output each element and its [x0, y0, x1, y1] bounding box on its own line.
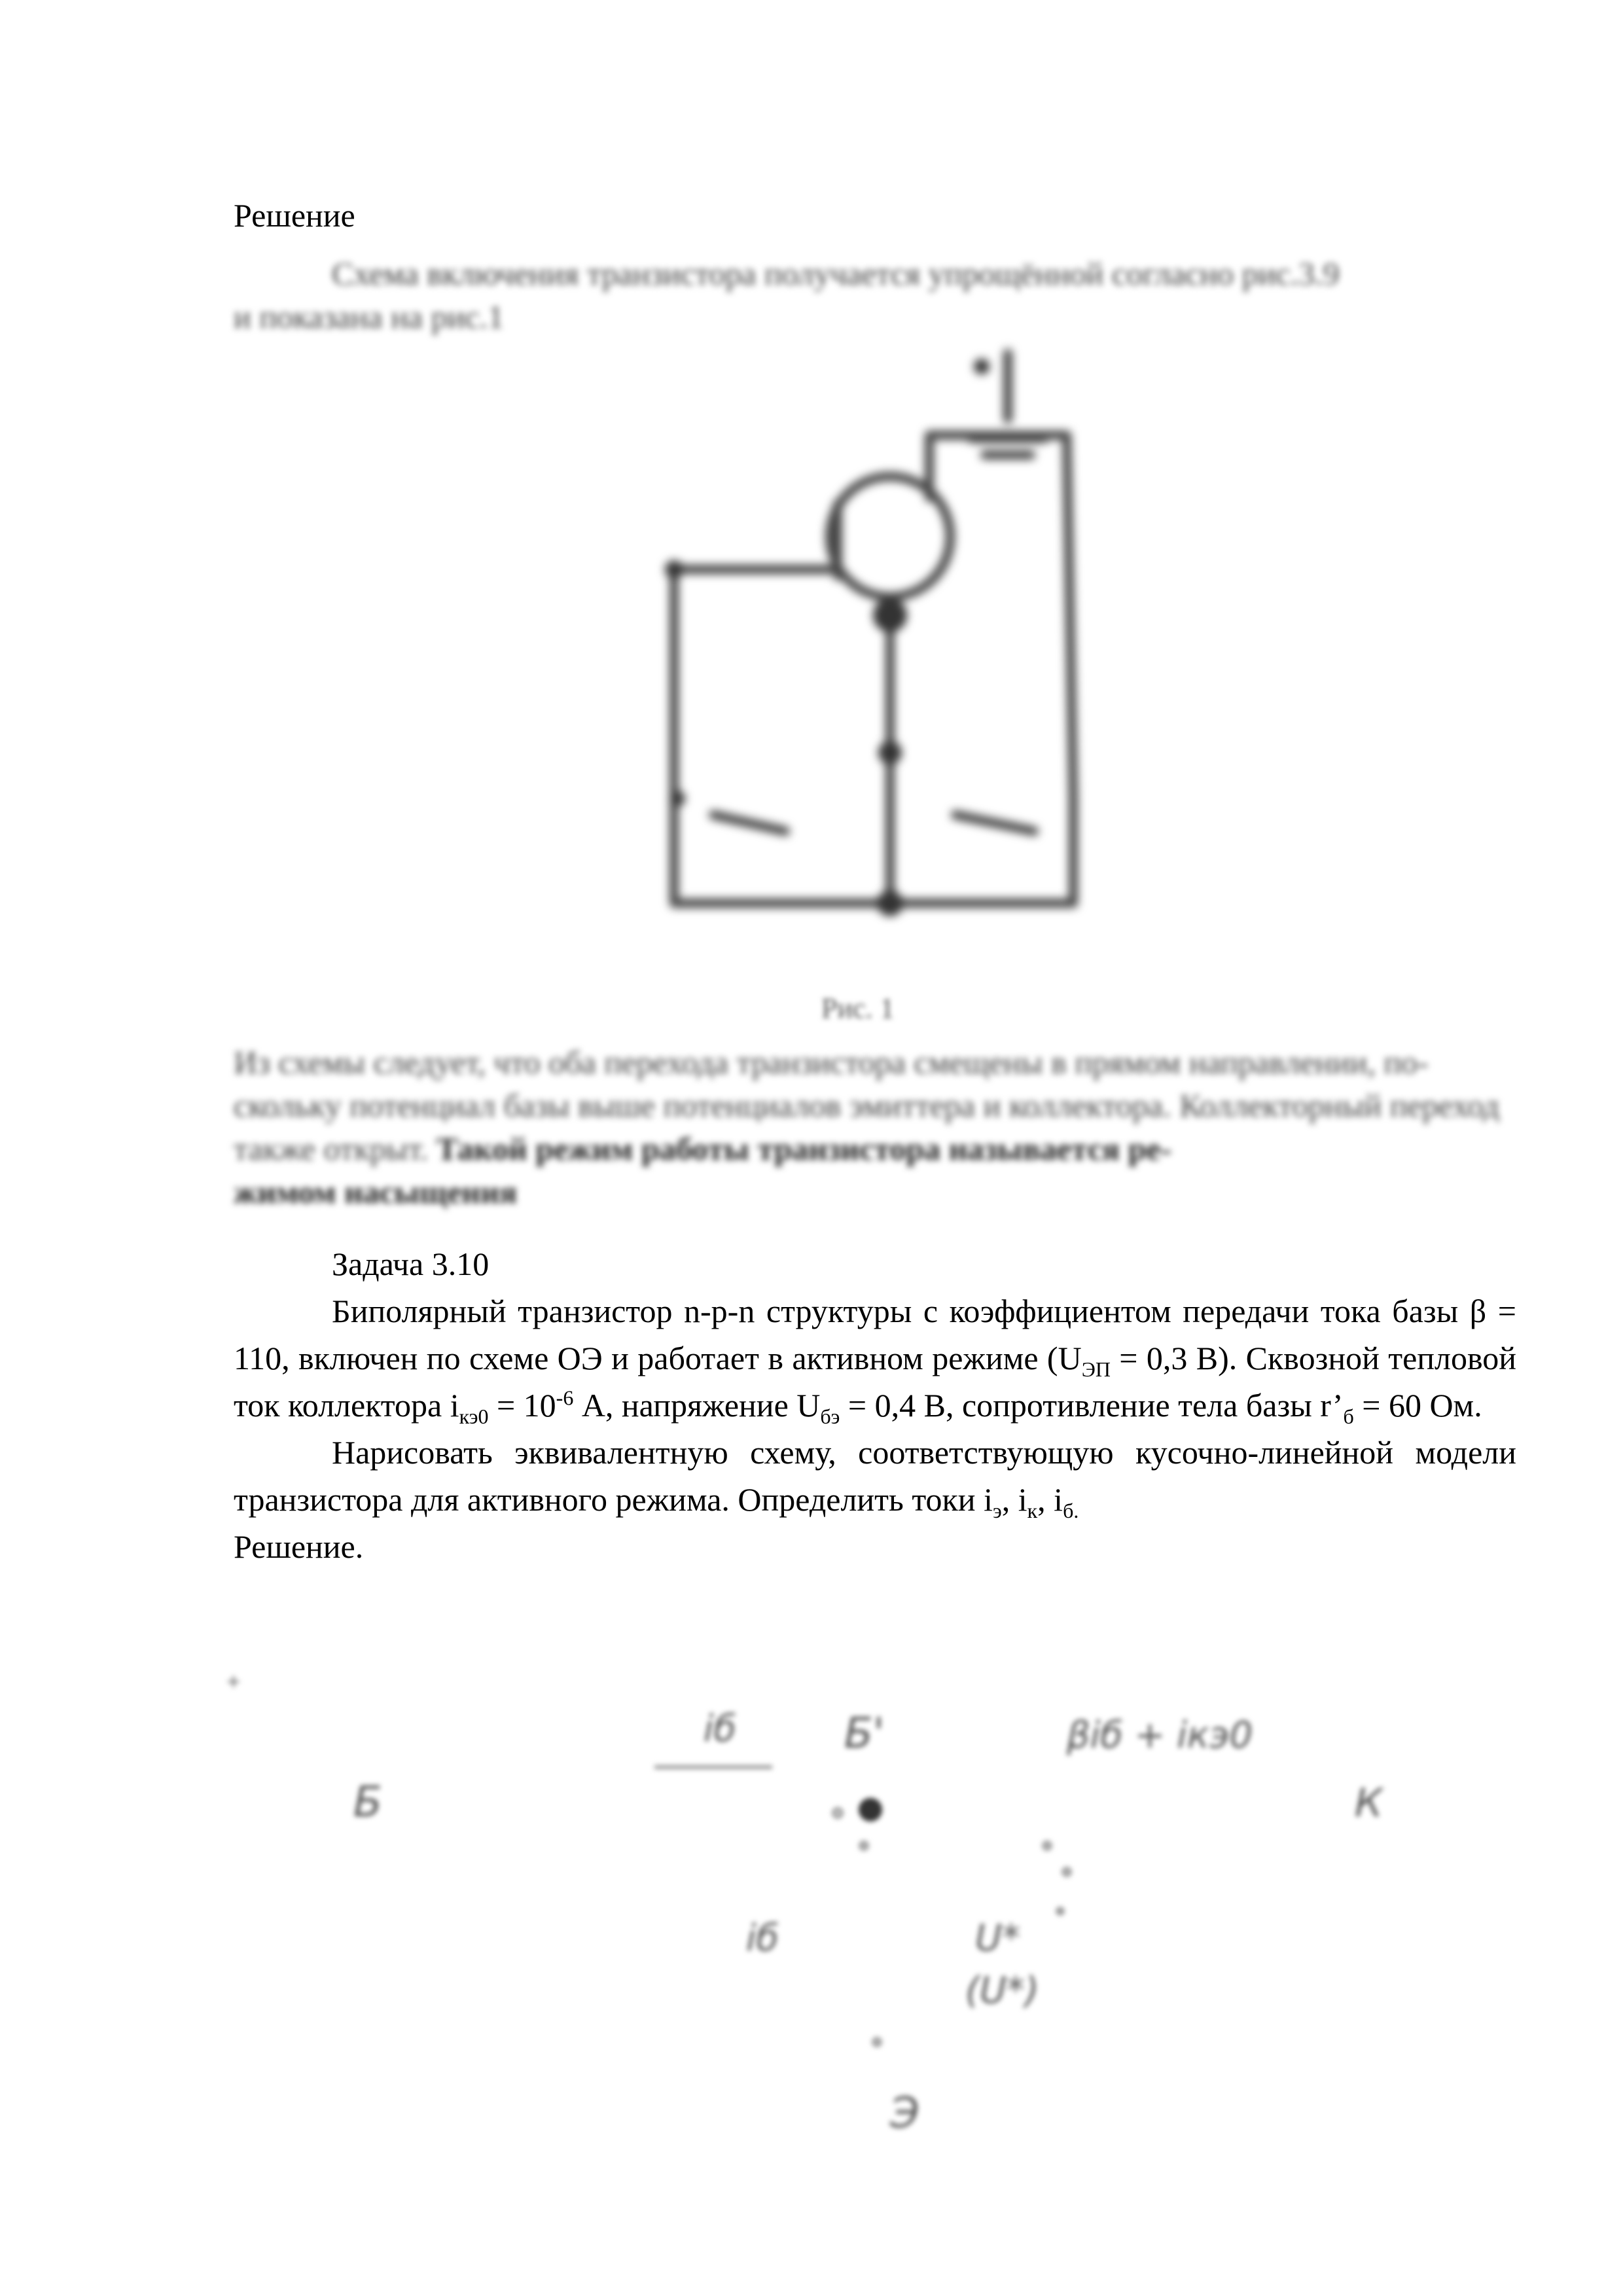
label-k: К [1355, 1780, 1383, 1826]
text-run: , i [1001, 1481, 1027, 1518]
blurred-paragraph-2 [234, 1041, 1516, 1213]
junction-dot [665, 560, 683, 579]
junction-dot [974, 359, 990, 374]
text-run: Нарисовать эквивалентную схему, соответствующую кусочно-линейной модели транзистора для активного режима. Определить токи i [234, 1434, 1516, 1518]
transistor-circuit-figure [615, 327, 1106, 929]
blurred-line: скольку потенциал базы выше потенциалов эмиттера и коллектора. Коллекторный переход [234, 1087, 1500, 1124]
wire-trace-dot [834, 1809, 842, 1817]
label-e: Э [890, 2089, 919, 2138]
text-run: , i [1037, 1481, 1063, 1518]
junction-dot [878, 741, 902, 764]
wire-trace-dot [1063, 1869, 1070, 1875]
text-run: Биполярный транзистор n-p-n структуры с коэффициентом передачи тока базы β = 110, включен по схеме ОЭ и работает в активном режиме (U [234, 1293, 1516, 1376]
junction-dot [669, 791, 685, 806]
blurred-paragraph-1 [234, 252, 1516, 338]
superscript: -6 [556, 1386, 574, 1410]
text-run: = 0,3 В). Сквозной тепловой ток коллектора i [234, 1340, 1516, 1424]
plus-mark: + [226, 1676, 241, 1692]
label-collector-current: βiб + iкэ0 [1067, 1714, 1253, 1757]
wire-trace-dot [1058, 1909, 1063, 1914]
blurred-line: и показана на рис.1 [234, 298, 505, 335]
label-ib-top: iб [704, 1708, 737, 1750]
subscript: б. [1063, 1499, 1079, 1522]
wire-trace-dot [1044, 1842, 1050, 1849]
blurred-line: Схема включения транзистора получается упрощённой согласно рис.3.9 [332, 255, 1340, 292]
equivalent-circuit-figure [223, 1676, 1440, 2147]
right-wire [1067, 435, 1073, 798]
task-title: Задача 3.10 [332, 1246, 490, 1282]
junction-dot [873, 598, 907, 632]
task-question-paragraph [234, 1429, 1516, 1523]
wire-trace-dot [861, 1842, 867, 1849]
node-b-prime-dot [859, 1798, 882, 1821]
transistor-circle [830, 476, 950, 597]
figure-1-caption: Рис. 1 [821, 992, 895, 1024]
blurred-bold-text: Такой режим работы транзистора называется ре- [436, 1130, 1172, 1167]
task-condition-paragraph [234, 1287, 1516, 1429]
label-ib-arrow: iб [746, 1917, 779, 1960]
text-run: = 10 [488, 1387, 556, 1424]
label-u: U* [975, 1917, 1020, 1960]
subscript: э [992, 1499, 1002, 1522]
label-b-prime: Б' [844, 1710, 885, 1758]
label-b-left: Б [353, 1778, 382, 1827]
blurred-text: также открыт. [234, 1130, 429, 1167]
solution-heading: Решение. [234, 1528, 364, 1565]
task-3-10 [234, 1240, 1516, 1570]
blurred-bold-line: жимом насыщения [234, 1174, 518, 1210]
right-battery [955, 815, 1034, 831]
subscript: к [1027, 1499, 1038, 1522]
solution-heading-top: Решение [234, 197, 355, 234]
left-battery [713, 815, 785, 831]
label-u-alt: (U*) [965, 1969, 1039, 2012]
blurred-line: Из схемы следует, что оба перехода транзистора смещены в прямом направлении, по- [234, 1044, 1429, 1081]
subscript: ЭП [1081, 1357, 1111, 1381]
text-run: = 60 Ом. [1353, 1387, 1482, 1424]
text-run: = 0,4 В, сопротивление тела базы r’ [840, 1387, 1344, 1424]
blurred-line [234, 1127, 1516, 1170]
subscript: кэ0 [459, 1405, 489, 1428]
subscript: бэ [820, 1405, 840, 1428]
junction-dot [877, 890, 903, 916]
wire-trace-dot [874, 2039, 880, 2045]
subscript: б [1343, 1405, 1354, 1428]
text-run: А, напряжение U [573, 1387, 821, 1424]
